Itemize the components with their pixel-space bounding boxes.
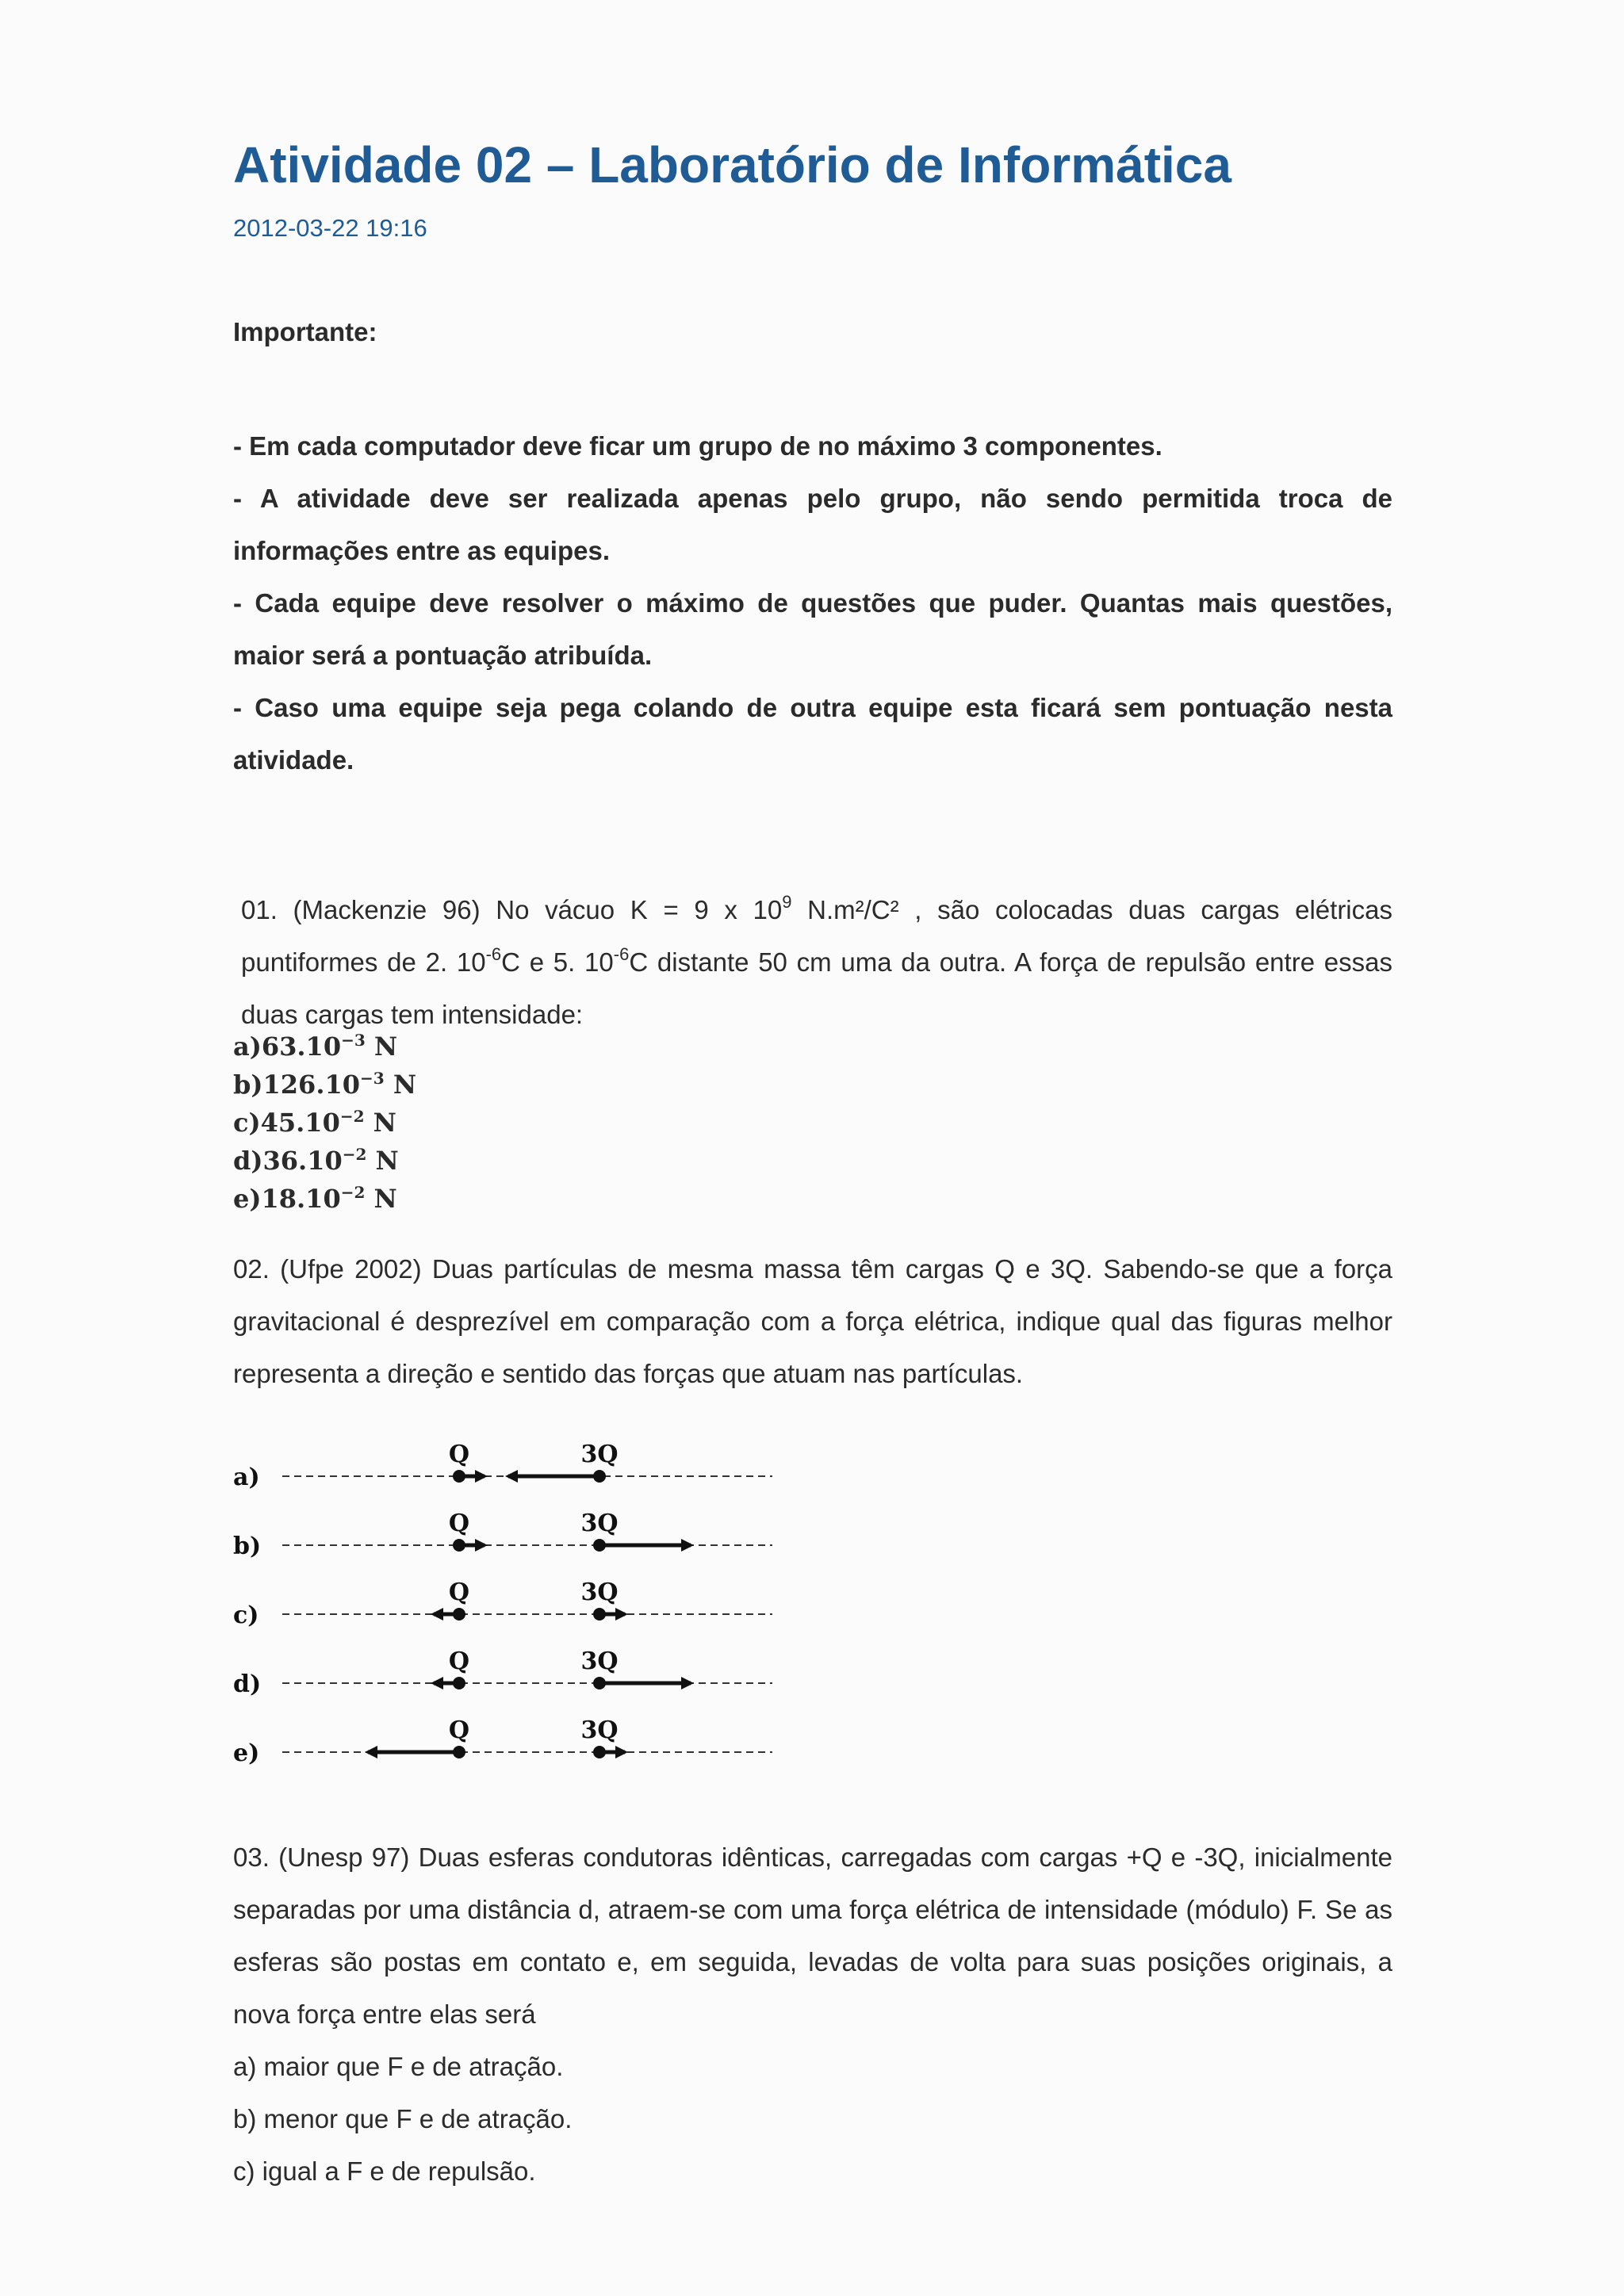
option-e <box>233 1180 416 1218</box>
option-exponent: −3 <box>341 1031 366 1050</box>
charge-3q-dot <box>593 1539 606 1552</box>
force-arrow-3q-head <box>615 1608 628 1621</box>
option-unit: N <box>365 1184 397 1214</box>
charge-q-dot <box>453 1608 465 1621</box>
question-02 <box>233 1243 1392 1400</box>
option-d <box>233 1142 416 1180</box>
question-02-text: 02. (Ufpe 2002) Duas partículas de mesma massa têm cargas Q e 3Q. Sabendo-se que a força gravitacional é desprezível em comparação com a força elétrica, indique qual das figuras melhor representa a direção e sentido das forças que atuam nas partículas. <box>233 1254 1392 1388</box>
force-arrow-q-head <box>475 1539 488 1552</box>
charge-q-dot <box>453 1539 465 1552</box>
row-label: c) <box>233 1601 259 1629</box>
q1-exponent: -6 <box>613 944 630 964</box>
charge-3q-label: 3Q <box>580 1578 619 1606</box>
rule-item: - Em cada computador deve ficar um grupo de no máximo 3 componentes. <box>233 431 1162 461</box>
charge-q-dot <box>453 1746 465 1758</box>
option-base: c)45.10 <box>233 1108 340 1138</box>
q1-text-part: 01. (Mackenzie 96) No vácuo K = 9 x 10 <box>241 895 783 924</box>
option-a <box>233 1027 416 1066</box>
charge-3q-dot <box>593 1608 606 1621</box>
question-01-text <box>233 884 1392 1041</box>
row-label: d) <box>233 1670 262 1698</box>
option-exponent: −2 <box>342 1145 367 1164</box>
question-03 <box>233 1831 1392 2198</box>
charge-q-label: Q <box>448 1716 470 1744</box>
force-direction-figure <box>233 1427 788 1776</box>
option-base: d)36.10 <box>233 1146 343 1176</box>
option-base: e)18.10 <box>233 1184 341 1214</box>
force-arrow-3q-head <box>505 1470 518 1483</box>
q1-text-part: C e 5. 10 <box>501 947 614 977</box>
row-label: a) <box>233 1464 260 1491</box>
charge-q-dot <box>453 1677 465 1689</box>
q1-text-part: N.m²/C² , são colocadas duas cargas elétricas puntiformes de 2. 10 <box>241 895 1392 977</box>
page-title: Atividade 02 – Laboratório de Informática <box>233 136 1231 193</box>
question-01-options <box>233 1027 416 1218</box>
question-01 <box>233 884 1392 1041</box>
question-03-text: 03. (Unesp 97) Duas esferas condutoras idênticas, carregadas com cargas +Q e -3Q, inicialmente separadas por uma distância d, atraem-se com uma força elétrica de intensidade (módulo) F. Se as esferas são postas em contato e, em seguida, levadas de volta para suas posições originais, a nova força entre elas será <box>233 1843 1392 2029</box>
rules-list <box>233 420 1392 786</box>
option-unit: N <box>365 1031 398 1062</box>
row-label: b) <box>233 1533 262 1560</box>
option-unit: N <box>366 1146 399 1176</box>
rule-item: - Cada equipe deve resolver o máximo de questões que puder. Quantas mais questões, maior será a pontuação atribuída. <box>233 588 1392 670</box>
option-unit: N <box>384 1070 417 1100</box>
option-exponent: −2 <box>340 1183 366 1202</box>
q1-text-part: C distante 50 cm uma da outra. A força de repulsão entre essas duas cargas tem intensidade: <box>241 947 1392 1029</box>
option-unit: N <box>364 1108 396 1138</box>
charge-3q-dot <box>593 1677 606 1689</box>
charge-q-label: Q <box>448 1441 470 1468</box>
force-arrow-q-head <box>431 1608 443 1621</box>
force-arrow-3q-head <box>615 1746 628 1758</box>
option-b: b) menor que F e de atração. <box>233 2104 573 2133</box>
option-b <box>233 1066 416 1104</box>
q1-exponent: 9 <box>782 892 792 912</box>
option-a: a) maior que F e de atração. <box>233 2052 564 2081</box>
post-date: 2012-03-22 19:16 <box>233 214 427 242</box>
option-base: b)126.10 <box>233 1070 360 1100</box>
charge-3q-dot <box>593 1470 606 1483</box>
force-arrow-3q-head <box>681 1677 694 1689</box>
charge-q-dot <box>453 1470 465 1483</box>
option-c: c) igual a F e de repulsão. <box>233 2156 536 2186</box>
charge-3q-label: 3Q <box>580 1441 619 1468</box>
force-arrow-q-head <box>431 1677 443 1689</box>
option-exponent: −2 <box>339 1107 365 1126</box>
force-arrow-q-head <box>365 1746 377 1758</box>
row-label: e) <box>233 1739 260 1767</box>
rule-item: - A atividade deve ser realizada apenas pelo grupo, não sendo permitida troca de informações entre as equipes. <box>233 484 1392 565</box>
option-exponent: −3 <box>359 1069 385 1088</box>
charge-3q-label: 3Q <box>580 1647 619 1675</box>
charge-q-label: Q <box>448 1510 470 1537</box>
q1-exponent: -6 <box>485 944 502 964</box>
charge-q-label: Q <box>448 1578 470 1606</box>
option-base: a)63.10 <box>233 1031 342 1062</box>
force-arrow-q-head <box>475 1470 488 1483</box>
option-c <box>233 1104 416 1142</box>
charge-q-label: Q <box>448 1647 470 1675</box>
charge-3q-label: 3Q <box>580 1510 619 1537</box>
charge-3q-label: 3Q <box>580 1716 619 1744</box>
force-arrow-3q-head <box>681 1539 694 1552</box>
charge-3q-dot <box>593 1746 606 1758</box>
important-heading: Importante: <box>233 317 377 346</box>
rule-item: - Caso uma equipe seja pega colando de outra equipe esta ficará sem pontuação nesta atividade. <box>233 693 1392 775</box>
